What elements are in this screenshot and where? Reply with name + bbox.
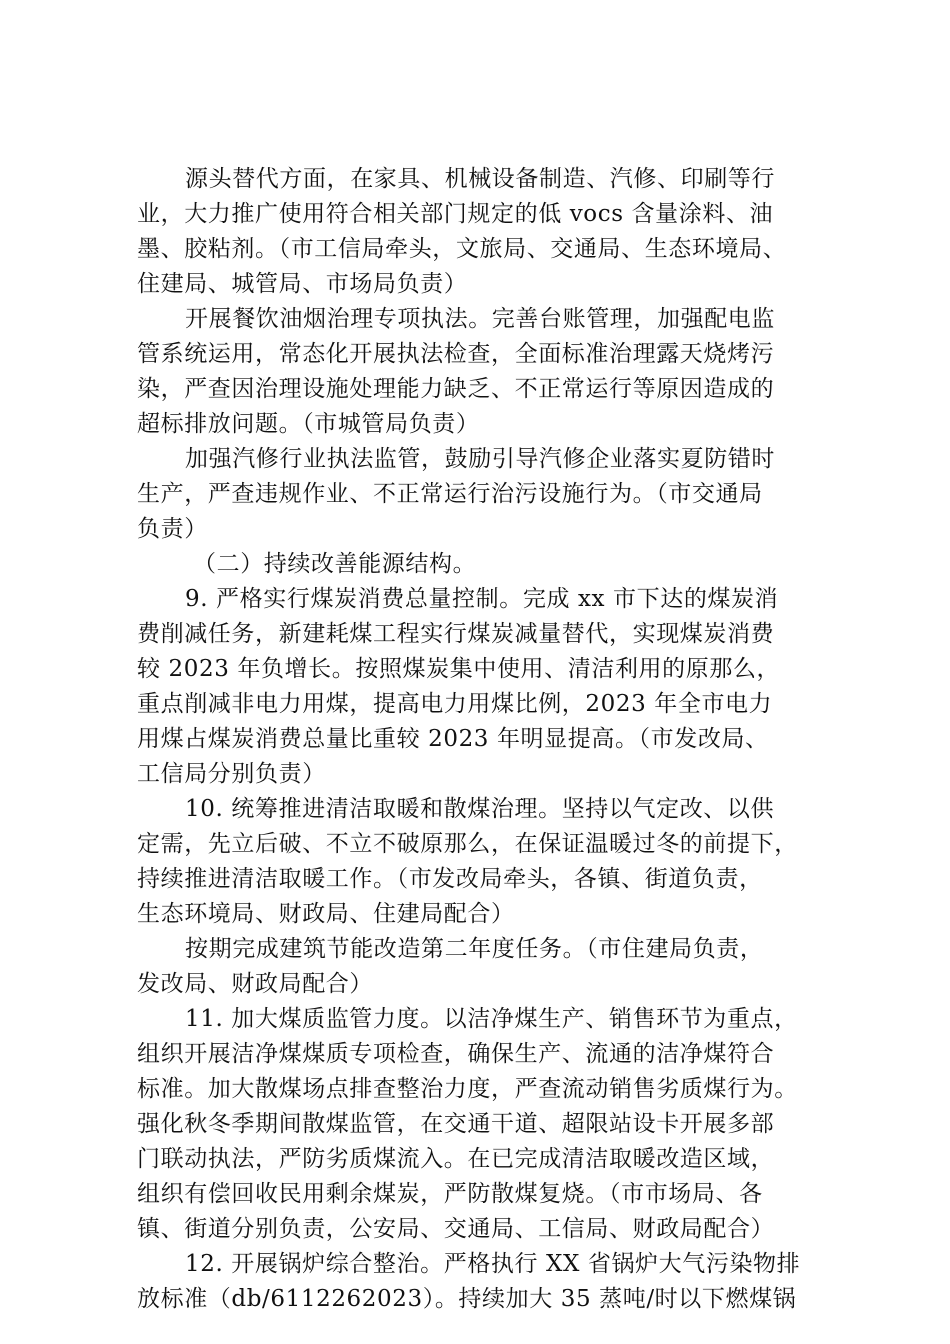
text-line: 费削减任务，新建耗煤工程实行煤炭减量替代，实现煤炭消费 — [137, 621, 775, 647]
text-line: 定需，先立后破、不立不破原那么，在保证温暖过冬的前提下， — [137, 831, 798, 857]
text-line: 负责） — [137, 516, 208, 542]
text-line: 较 2023 年负增长。按照煤炭集中使用、清洁利用的原那么， — [137, 656, 781, 682]
text-line: 重点削减非电力用煤，提高电力用煤比例，2023 年全市电力 — [137, 691, 773, 717]
text-line: 组织开展洁净煤煤质专项检查，确保生产、流通的洁净煤符合 — [137, 1041, 775, 1067]
text-line: 管系统运用，常态化开展执法检查，全面标准治理露天烧烤污 — [137, 341, 775, 367]
text-line: 强化秋冬季期间散煤监管，在交通干道、超限站设卡开展多部 — [137, 1111, 775, 1137]
text-line: 组织有偿回收民用剩余煤炭，严防散煤复烧。（市市场局、各 — [137, 1181, 763, 1207]
text-line: 业，大力推广使用符合相关部门规定的低 vocs 含量涂料、油 — [137, 201, 774, 227]
text-line: 门联动执法，严防劣质煤流入。在已完成清洁取暖改造区域， — [137, 1146, 775, 1172]
section-heading: （二）持续改善能源结构。 — [193, 551, 477, 577]
text-line: 10. 统筹推进清洁取暖和散煤治理。坚持以气定改、以供 — [185, 796, 775, 822]
text-line: 开展餐饮油烟治理专项执法。完善台账管理，加强配电监 — [185, 306, 775, 332]
text-line: 工信局分别负责） — [137, 761, 326, 787]
text-line: 发改局、财政局配合） — [137, 971, 373, 997]
text-line: 生态环境局、财政局、住建局配合） — [137, 901, 515, 927]
text-line: 11. 加大煤质监管力度。以洁净煤生产、销售环节为重点， — [185, 1006, 798, 1032]
text-line: 住建局、城管局、市场局负责） — [137, 271, 468, 297]
text-line: 超标排放问题。（市城管局负责） — [137, 411, 480, 437]
text-line: 生产，严查违规作业、不正常运行治污设施行为。（市交通局 — [137, 481, 763, 507]
text-line: 放标准（db/6112262023）。持续加大 35 蒸吨/时以下燃煤锅 — [137, 1286, 797, 1312]
text-line: 源头替代方面，在家具、机械设备制造、汽修、印刷等行 — [185, 166, 775, 192]
text-line: 墨、胶粘剂。（市工信局牵头，文旅局、交通局、生态环境局、 — [137, 236, 787, 262]
text-line: 镇、街道分别负责，公安局、交通局、工信局、财政局配合） — [137, 1216, 775, 1242]
text-line: 9. 严格实行煤炭消费总量控制。完成 xx 市下达的煤炭消 — [185, 586, 779, 612]
text-line: 染，严查因治理设施处理能力缺乏、不正常运行等原因造成的 — [137, 376, 775, 402]
text-line: 加强汽修行业执法监管，鼓励引导汽修企业落实夏防错时 — [185, 446, 775, 472]
text-line: 用煤占煤炭消费总量比重较 2023 年明显提高。（市发改局、 — [137, 726, 769, 752]
text-line: 标准。加大散煤场点排查整治力度，严查流动销售劣质煤行为。 — [137, 1076, 798, 1102]
text-line: 12. 开展锅炉综合整治。严格执行 XX 省锅炉大气污染物排 — [185, 1251, 801, 1277]
text-line: 按期完成建筑节能改造第二年度任务。（市住建局负责， — [185, 936, 764, 962]
document-body — [137, 162, 837, 1317]
text-line: 持续推进清洁取暖工作。（市发改局牵头，各镇、街道负责， — [137, 866, 763, 892]
